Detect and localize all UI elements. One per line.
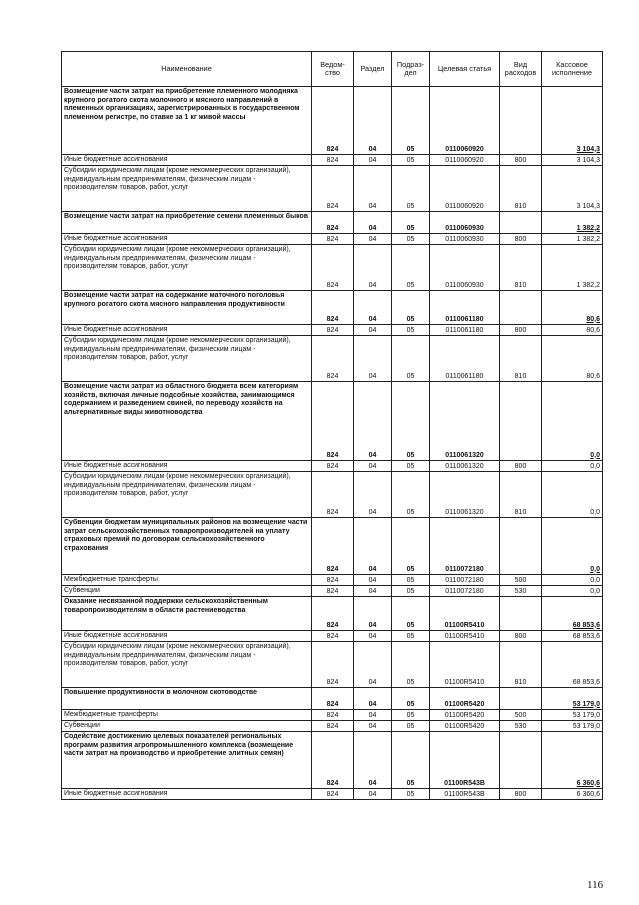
row-name: Субвенции bbox=[62, 721, 312, 732]
header-cash-execution: Кассовое исполнение bbox=[542, 52, 603, 87]
row-expense-type: 810 bbox=[500, 336, 542, 382]
row-podrazdel: 05 bbox=[392, 721, 430, 732]
row-razdel: 04 bbox=[354, 721, 392, 732]
row-expense-type: 810 bbox=[500, 245, 542, 291]
row-ved: 824 bbox=[312, 721, 354, 732]
row-razdel: 04 bbox=[354, 336, 392, 382]
row-ved: 824 bbox=[312, 234, 354, 245]
row-expense-type: 500 bbox=[500, 575, 542, 586]
row-expense-type: 800 bbox=[500, 631, 542, 642]
table-row bbox=[62, 597, 603, 631]
row-expense-type: 800 bbox=[500, 461, 542, 472]
budget-table bbox=[61, 51, 603, 800]
table-header-row bbox=[62, 52, 603, 87]
row-razdel: 04 bbox=[354, 155, 392, 166]
table-row bbox=[62, 325, 603, 336]
row-razdel: 04 bbox=[354, 87, 392, 155]
row-razdel: 04 bbox=[354, 732, 392, 789]
table-row bbox=[62, 461, 603, 472]
row-target-article: 0110060930 bbox=[430, 212, 500, 234]
row-expense-type: 500 bbox=[500, 710, 542, 721]
row-expense-type bbox=[500, 382, 542, 461]
row-ved: 824 bbox=[312, 518, 354, 575]
row-amount: 68 853,6 bbox=[542, 642, 603, 688]
row-razdel: 04 bbox=[354, 631, 392, 642]
row-target-article: 0110061180 bbox=[430, 291, 500, 325]
row-amount: 3 104,3 bbox=[542, 155, 603, 166]
row-razdel: 04 bbox=[354, 518, 392, 575]
row-target-article: 0110060930 bbox=[430, 245, 500, 291]
row-razdel: 04 bbox=[354, 461, 392, 472]
row-podrazdel: 05 bbox=[392, 472, 430, 518]
table-row bbox=[62, 710, 603, 721]
header-target-article: Целевая статья bbox=[430, 52, 500, 87]
header-razdel: Раздел bbox=[354, 52, 392, 87]
row-amount: 68 853,6 bbox=[542, 631, 603, 642]
row-podrazdel: 05 bbox=[392, 461, 430, 472]
row-target-article: 01100R5420 bbox=[430, 688, 500, 710]
row-podrazdel: 05 bbox=[392, 789, 430, 800]
row-amount: 0,0 bbox=[542, 472, 603, 518]
row-name: Межбюджетные трансферты bbox=[62, 710, 312, 721]
row-amount: 80,6 bbox=[542, 325, 603, 336]
row-amount: 53 179,0 bbox=[542, 721, 603, 732]
page-number: 116 bbox=[587, 879, 604, 891]
row-podrazdel: 05 bbox=[392, 642, 430, 688]
row-razdel: 04 bbox=[354, 166, 392, 212]
table-row bbox=[62, 336, 603, 382]
row-ved: 824 bbox=[312, 382, 354, 461]
table-body bbox=[62, 87, 603, 800]
row-name: Повышение продуктивности в молочном скотоводстве bbox=[62, 688, 312, 710]
row-name: Иные бюджетные ассигнования bbox=[62, 631, 312, 642]
table-row bbox=[62, 518, 603, 575]
row-target-article: 01100R543B bbox=[430, 732, 500, 789]
row-target-article: 0110060930 bbox=[430, 234, 500, 245]
row-expense-type bbox=[500, 518, 542, 575]
row-name: Оказание несвязанной поддержки сельскохозяйственным товаропроизводителям в области растениеводства bbox=[62, 597, 312, 631]
row-name: Субсидии юридическим лицам (кроме некоммерческих организаций), индивидуальным предпринимателям, физическим лицам - производителям товаров, работ, услуг bbox=[62, 472, 312, 518]
row-podrazdel: 05 bbox=[392, 325, 430, 336]
header-name: Наименование bbox=[62, 52, 312, 87]
row-name: Иные бюджетные ассигнования bbox=[62, 155, 312, 166]
row-ved: 824 bbox=[312, 212, 354, 234]
row-target-article: 01100R5420 bbox=[430, 710, 500, 721]
row-ved: 824 bbox=[312, 166, 354, 212]
row-target-article: 0110060920 bbox=[430, 87, 500, 155]
row-ved: 824 bbox=[312, 325, 354, 336]
row-amount: 3 104,3 bbox=[542, 87, 603, 155]
row-amount: 80,6 bbox=[542, 336, 603, 382]
row-podrazdel: 05 bbox=[392, 155, 430, 166]
row-name: Субсидии юридическим лицам (кроме некоммерческих организаций), индивидуальным предпринимателям, физическим лицам - производителям товаров, работ, услуг bbox=[62, 642, 312, 688]
table-row bbox=[62, 721, 603, 732]
table-row bbox=[62, 291, 603, 325]
row-expense-type bbox=[500, 291, 542, 325]
row-name: Иные бюджетные ассигнования bbox=[62, 461, 312, 472]
row-podrazdel: 05 bbox=[392, 166, 430, 212]
row-expense-type: 530 bbox=[500, 721, 542, 732]
header-expense-type: Вид расходов bbox=[500, 52, 542, 87]
row-name: Возмещение части затрат из областного бюджета всем категориям хозяйств, включая личные подсобные хозяйства, занимающимся содержанием и разведением свиней, по переводу хозяйств на альтернативные виды животноводства bbox=[62, 382, 312, 461]
row-expense-type bbox=[500, 688, 542, 710]
row-expense-type: 800 bbox=[500, 789, 542, 800]
row-podrazdel: 05 bbox=[392, 234, 430, 245]
row-name: Возмещение части затрат на приобретение семени племенных быков bbox=[62, 212, 312, 234]
row-name: Содействие достижению целевых показателей региональных программ развития агропромышленного комплекса (возмещение части затрат на производство и приобретение элитных семян) bbox=[62, 732, 312, 789]
row-target-article: 0110072180 bbox=[430, 518, 500, 575]
row-podrazdel: 05 bbox=[392, 710, 430, 721]
row-ved: 824 bbox=[312, 461, 354, 472]
row-ved: 824 bbox=[312, 732, 354, 789]
row-target-article: 01100R5410 bbox=[430, 642, 500, 688]
row-razdel: 04 bbox=[354, 586, 392, 597]
row-amount: 3 104,3 bbox=[542, 166, 603, 212]
row-expense-type: 530 bbox=[500, 586, 542, 597]
row-razdel: 04 bbox=[354, 234, 392, 245]
row-razdel: 04 bbox=[354, 245, 392, 291]
row-target-article: 01100R5410 bbox=[430, 597, 500, 631]
row-name: Возмещение части затрат на приобретение племенного молодняка крупного рогатого скота молочного и мясного направлений в племенных организациях, зарегистрированных в государственном племенном регистре, по ставке за 1 кг живой массы bbox=[62, 87, 312, 155]
row-amount: 0,0 bbox=[542, 575, 603, 586]
row-podrazdel: 05 bbox=[392, 518, 430, 575]
table-row bbox=[62, 688, 603, 710]
row-razdel: 04 bbox=[354, 710, 392, 721]
row-name: Иные бюджетные ассигнования bbox=[62, 234, 312, 245]
table-row bbox=[62, 631, 603, 642]
row-amount: 1 382,2 bbox=[542, 234, 603, 245]
row-amount: 53 179,0 bbox=[542, 710, 603, 721]
table-row bbox=[62, 166, 603, 212]
row-podrazdel: 05 bbox=[392, 597, 430, 631]
row-ved: 824 bbox=[312, 631, 354, 642]
row-target-article: 01100R5410 bbox=[430, 631, 500, 642]
table-row bbox=[62, 87, 603, 155]
table-row bbox=[62, 575, 603, 586]
row-ved: 824 bbox=[312, 155, 354, 166]
row-expense-type bbox=[500, 597, 542, 631]
row-ved: 824 bbox=[312, 586, 354, 597]
table-row bbox=[62, 382, 603, 461]
row-expense-type bbox=[500, 732, 542, 789]
row-target-article: 0110061320 bbox=[430, 472, 500, 518]
row-amount: 6 360,6 bbox=[542, 789, 603, 800]
row-podrazdel: 05 bbox=[392, 212, 430, 234]
table-row bbox=[62, 212, 603, 234]
row-podrazdel: 05 bbox=[392, 336, 430, 382]
row-razdel: 04 bbox=[354, 291, 392, 325]
row-ved: 824 bbox=[312, 575, 354, 586]
row-razdel: 04 bbox=[354, 642, 392, 688]
row-target-article: 0110061180 bbox=[430, 336, 500, 382]
row-name: Субсидии юридическим лицам (кроме некоммерческих организаций), индивидуальным предпринимателям, физическим лицам - производителям товаров, работ, услуг bbox=[62, 245, 312, 291]
row-podrazdel: 05 bbox=[392, 631, 430, 642]
row-expense-type: 800 bbox=[500, 234, 542, 245]
table-row bbox=[62, 234, 603, 245]
row-target-article: 0110061320 bbox=[430, 461, 500, 472]
row-razdel: 04 bbox=[354, 789, 392, 800]
header-ved: Ведом-ство bbox=[312, 52, 354, 87]
row-razdel: 04 bbox=[354, 472, 392, 518]
row-expense-type: 800 bbox=[500, 155, 542, 166]
table-row bbox=[62, 789, 603, 800]
row-podrazdel: 05 bbox=[392, 382, 430, 461]
row-ved: 824 bbox=[312, 597, 354, 631]
table-row bbox=[62, 245, 603, 291]
row-expense-type: 810 bbox=[500, 642, 542, 688]
row-target-article: 0110060920 bbox=[430, 155, 500, 166]
row-podrazdel: 05 bbox=[392, 688, 430, 710]
row-target-article: 0110060920 bbox=[430, 166, 500, 212]
row-razdel: 04 bbox=[354, 575, 392, 586]
row-razdel: 04 bbox=[354, 597, 392, 631]
row-amount: 0,0 bbox=[542, 518, 603, 575]
row-expense-type bbox=[500, 87, 542, 155]
row-amount: 0,0 bbox=[542, 382, 603, 461]
table-row bbox=[62, 155, 603, 166]
row-target-article: 0110061320 bbox=[430, 382, 500, 461]
row-name: Возмещение части затрат на содержание маточного поголовья крупного рогатого скота мясного направления продуктивности bbox=[62, 291, 312, 325]
row-podrazdel: 05 bbox=[392, 291, 430, 325]
row-razdel: 04 bbox=[354, 688, 392, 710]
row-target-article: 0110061180 bbox=[430, 325, 500, 336]
row-expense-type: 810 bbox=[500, 166, 542, 212]
table-row bbox=[62, 586, 603, 597]
row-expense-type: 800 bbox=[500, 325, 542, 336]
row-ved: 824 bbox=[312, 87, 354, 155]
table-row bbox=[62, 642, 603, 688]
row-name: Межбюджетные трансферты bbox=[62, 575, 312, 586]
row-target-article: 0110072180 bbox=[430, 586, 500, 597]
row-ved: 824 bbox=[312, 336, 354, 382]
row-podrazdel: 05 bbox=[392, 575, 430, 586]
row-amount: 0,0 bbox=[542, 586, 603, 597]
row-amount: 80,6 bbox=[542, 291, 603, 325]
row-razdel: 04 bbox=[354, 382, 392, 461]
table-row bbox=[62, 472, 603, 518]
row-name: Иные бюджетные ассигнования bbox=[62, 325, 312, 336]
row-name: Субвенции bbox=[62, 586, 312, 597]
row-ved: 824 bbox=[312, 472, 354, 518]
row-podrazdel: 05 bbox=[392, 586, 430, 597]
header-podrazdel: Подраз-дел bbox=[392, 52, 430, 87]
row-expense-type bbox=[500, 212, 542, 234]
row-amount: 68 853,6 bbox=[542, 597, 603, 631]
row-razdel: 04 bbox=[354, 212, 392, 234]
row-podrazdel: 05 bbox=[392, 87, 430, 155]
row-amount: 6 360,6 bbox=[542, 732, 603, 789]
row-ved: 824 bbox=[312, 291, 354, 325]
row-podrazdel: 05 bbox=[392, 732, 430, 789]
row-target-article: 01100R543B bbox=[430, 789, 500, 800]
row-amount: 53 179,0 bbox=[542, 688, 603, 710]
row-ved: 824 bbox=[312, 245, 354, 291]
row-target-article: 0110072180 bbox=[430, 575, 500, 586]
row-amount: 1 382,2 bbox=[542, 212, 603, 234]
row-ved: 824 bbox=[312, 710, 354, 721]
row-ved: 824 bbox=[312, 789, 354, 800]
row-name: Иные бюджетные ассигнования bbox=[62, 789, 312, 800]
table-row bbox=[62, 732, 603, 789]
row-name: Субвенции бюджетам муниципальных районов на возмещение части затрат сельскохозяйственных товаропроизводителей на уплату страховых премий по договорам сельскохозяйственного страхования bbox=[62, 518, 312, 575]
row-razdel: 04 bbox=[354, 325, 392, 336]
row-amount: 1 382,2 bbox=[542, 245, 603, 291]
row-name: Субсидии юридическим лицам (кроме некоммерческих организаций), индивидуальным предпринимателям, физическим лицам - производителям товаров, работ, услуг bbox=[62, 336, 312, 382]
row-name: Субсидии юридическим лицам (кроме некоммерческих организаций), индивидуальным предпринимателям, физическим лицам - производителям товаров, работ, услуг bbox=[62, 166, 312, 212]
row-expense-type: 810 bbox=[500, 472, 542, 518]
row-ved: 824 bbox=[312, 642, 354, 688]
row-amount: 0,0 bbox=[542, 461, 603, 472]
row-ved: 824 bbox=[312, 688, 354, 710]
row-podrazdel: 05 bbox=[392, 245, 430, 291]
row-target-article: 01100R5420 bbox=[430, 721, 500, 732]
